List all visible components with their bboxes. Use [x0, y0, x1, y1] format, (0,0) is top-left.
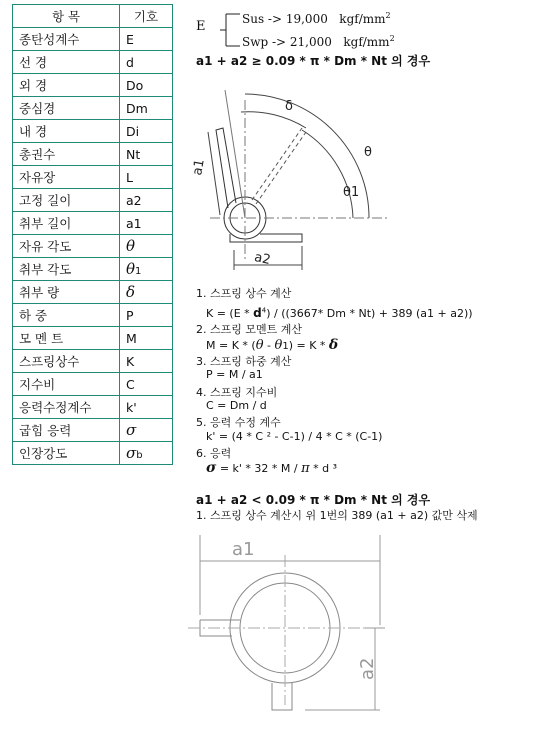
- row-symbol: σ: [120, 419, 173, 442]
- row-symbol: a2: [120, 189, 173, 212]
- step1-formula: $K = (E * d^4) / ((3667*$ Dm * Nt) + 389 (a1 + a2)): [206, 306, 473, 320]
- row-symbol: L: [120, 166, 173, 189]
- table-row: [13, 28, 173, 51]
- row-symbol: M: [120, 327, 173, 350]
- step3-title: 3. 스프링 하중 계산: [196, 355, 292, 368]
- case2-note: 1. 스프링 상수 계산시 위 1번의 389 (a1 + a2) 값만 삭제: [196, 509, 478, 522]
- row-item: 취부 각도: [13, 258, 120, 281]
- label-a2-case2: a2: [357, 657, 378, 680]
- modulus-bracket: [212, 12, 242, 50]
- row-item: 응력수정계수: [13, 396, 120, 419]
- row-symbol: d: [120, 51, 173, 74]
- step5-title: 5. 응력 수정 계수: [196, 416, 281, 429]
- step2-formula: M = K * (θ - θ1) = K * δ: [206, 337, 339, 353]
- row-symbol: δ: [120, 281, 173, 304]
- row-item: 지수비: [13, 373, 120, 396]
- row-item: 외 경: [13, 74, 120, 97]
- table-row: [13, 304, 173, 327]
- row-symbol: Di: [120, 120, 173, 143]
- table-row: [13, 235, 173, 258]
- step6-formula: σ = k' * 32 * M / π * d ³: [206, 460, 338, 476]
- step1-title: 1. 스프링 상수 계산: [196, 287, 292, 300]
- label-a1: a1: [190, 157, 208, 177]
- row-symbol: σb: [120, 442, 173, 465]
- row-item: 취부 길이: [13, 212, 120, 235]
- row-item: 모 멘 트: [13, 327, 120, 350]
- table-row: [13, 396, 173, 419]
- row-symbol: θ1: [120, 258, 173, 281]
- case2-heading: a1 + a2 < 0.09 * π * Dm * Nt 의 경우: [196, 493, 431, 507]
- row-item: 중심경: [13, 97, 120, 120]
- row-symbol: k': [120, 396, 173, 419]
- label-delta: δ: [285, 99, 293, 114]
- table-row: [13, 51, 173, 74]
- row-symbol: Do: [120, 74, 173, 97]
- row-item: 자유장: [13, 166, 120, 189]
- label-a2: a2: [252, 249, 272, 268]
- row-item: 선 경: [13, 51, 120, 74]
- row-item: 스프링상수: [13, 350, 120, 373]
- row-symbol: P: [120, 304, 173, 327]
- table-row: [13, 143, 173, 166]
- row-item: 하 중: [13, 304, 120, 327]
- row-item: 자유 각도: [13, 235, 120, 258]
- label-theta: θ: [364, 145, 372, 160]
- table-row: [13, 120, 173, 143]
- step4-title: 4. 스프링 지수비: [196, 386, 278, 399]
- table-row: [13, 97, 173, 120]
- step5-formula: k' = (4 * C ² - C-1) / 4 * C * (C-1): [206, 430, 383, 443]
- modulus-swp: Swp -> 21,000 kgf/$mm^2$: [242, 34, 395, 49]
- table-row: [13, 189, 173, 212]
- table-row: [13, 442, 173, 465]
- table-row: [13, 166, 173, 189]
- short-leg-spring-diagram: [180, 525, 390, 730]
- step6-title: 6. 응력: [196, 447, 232, 460]
- row-symbol: θ: [120, 235, 173, 258]
- row-symbol: Dm: [120, 97, 173, 120]
- row-item: 굽힘 응력: [13, 419, 120, 442]
- parameter-table: [12, 4, 173, 465]
- row-symbol: E: [120, 28, 173, 51]
- table-row: [13, 327, 173, 350]
- row-item: 취부 량: [13, 281, 120, 304]
- table-row: [13, 212, 173, 235]
- header-item: 항 목: [13, 5, 120, 28]
- row-symbol: a1: [120, 212, 173, 235]
- label-theta1: θ1: [343, 185, 360, 200]
- row-item: 인장강도: [13, 442, 120, 465]
- modulus-sus: Sus -> 19,000 kgf/$mm^2$: [242, 11, 391, 26]
- row-item: 총권수: [13, 143, 120, 166]
- table-row: [13, 373, 173, 396]
- table-row: [13, 350, 173, 373]
- row-item: 종탄성계수: [13, 28, 120, 51]
- table-row: [13, 74, 173, 97]
- header-symbol: 기호: [120, 5, 173, 28]
- case1-heading: a1 + a2 ≥ 0.09 * π * Dm * Nt 의 경우: [196, 54, 431, 68]
- row-symbol: K: [120, 350, 173, 373]
- row-symbol: C: [120, 373, 173, 396]
- modulus-symbol: E: [196, 19, 206, 34]
- table-row: [13, 419, 173, 442]
- table-row: [13, 281, 173, 304]
- table-header-row: [13, 5, 173, 28]
- step2-title: 2. 스프링 모멘트 계산: [196, 323, 302, 336]
- label-a1-case2: a1: [232, 539, 255, 560]
- step4-formula: C = Dm / d: [206, 399, 267, 412]
- step3-formula: P = M / a1: [206, 368, 263, 381]
- row-item: 내 경: [13, 120, 120, 143]
- row-symbol: Nt: [120, 143, 173, 166]
- table-row: [13, 258, 173, 281]
- row-item: 고정 길이: [13, 189, 120, 212]
- torsion-spring-diagram: [190, 70, 400, 282]
